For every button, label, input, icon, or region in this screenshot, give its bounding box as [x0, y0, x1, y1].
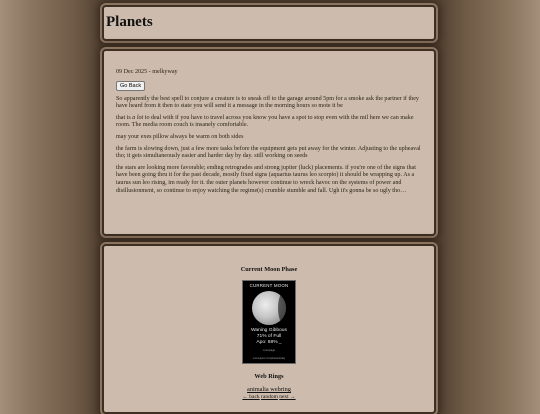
post-text: to deal with if you have to travel across you know you have a spot to stop even with the mil here we can make room. The media room couch is insanely comfortable. [116, 114, 414, 129]
moon-widget-title: CURRENT MOON [249, 283, 289, 288]
header-panel [102, 5, 436, 41]
go-back-button[interactable]: Go Back [116, 81, 145, 91]
post-emphasis: a lot [132, 114, 144, 121]
site-title: Planets [106, 14, 153, 30]
webring-link[interactable]: animalia webring [247, 386, 291, 393]
moon-icon [252, 291, 286, 325]
moon-phase-widget[interactable] [242, 280, 296, 364]
post-paragraph: the farm is slowing down, just a few more tasks before the equipment gets put away for the winter. Adjusting to the upheaval tho; it gets simultaneously easier and harder day by day. still working on seeds [116, 145, 421, 160]
webring-back-link[interactable]: ← back [242, 393, 260, 400]
sidebar-panel [102, 244, 436, 414]
post-paragraph [116, 115, 424, 130]
moon-widget-credit: moonpage [262, 349, 276, 353]
moon-shadow [278, 291, 286, 325]
post-paragraph: the stars are looking more favorable; ending retrogrades and strong jupiter (luck) placements. if you're one of the signs that have been going thru it for the past decade, mostly fixed signs (aquarius taurus leo scorpio) it should be wrapping up. As a taurus sun leo rising, im ready for it. the outer planets however continue to wreck havoc on the systems of power and disillusionment, so continue to enjoy watching the regime(s) crumble stumble and fall. Ugh it's gonna be so ugly tho… [116, 164, 416, 194]
moon-phase-heading: Current Moon Phase [240, 266, 298, 273]
webring-random-link[interactable]: random [261, 393, 278, 400]
moon-widget-credit-url: moongiant.com/phase/today [252, 356, 286, 360]
webrings-heading: Web Rings [254, 373, 284, 380]
moon-phase-name: Waning Gibbous [251, 328, 287, 333]
sidebar-content [104, 266, 434, 400]
webring-nav [104, 394, 434, 400]
moon-illumination: 71% of Full [256, 333, 282, 339]
post-paragraph: So apparently the best spell to conjure a creature is to sneak off to the garage around 5pm for a smoke ask the partner if they have heard from it then to state you will send it a message in the morning hours so mote it be [116, 95, 419, 110]
webring-next-link[interactable]: next → [279, 393, 296, 400]
post-panel [102, 49, 436, 236]
post-text: that is [116, 114, 133, 121]
post-meta: 09 Dec 2025 - melkyway [116, 69, 178, 75]
post-paragraph: may your exes pillow always be warm on both sides [116, 133, 244, 140]
moon-next-phase: Apo: 68% _ [256, 339, 282, 345]
post-body [116, 69, 424, 199]
